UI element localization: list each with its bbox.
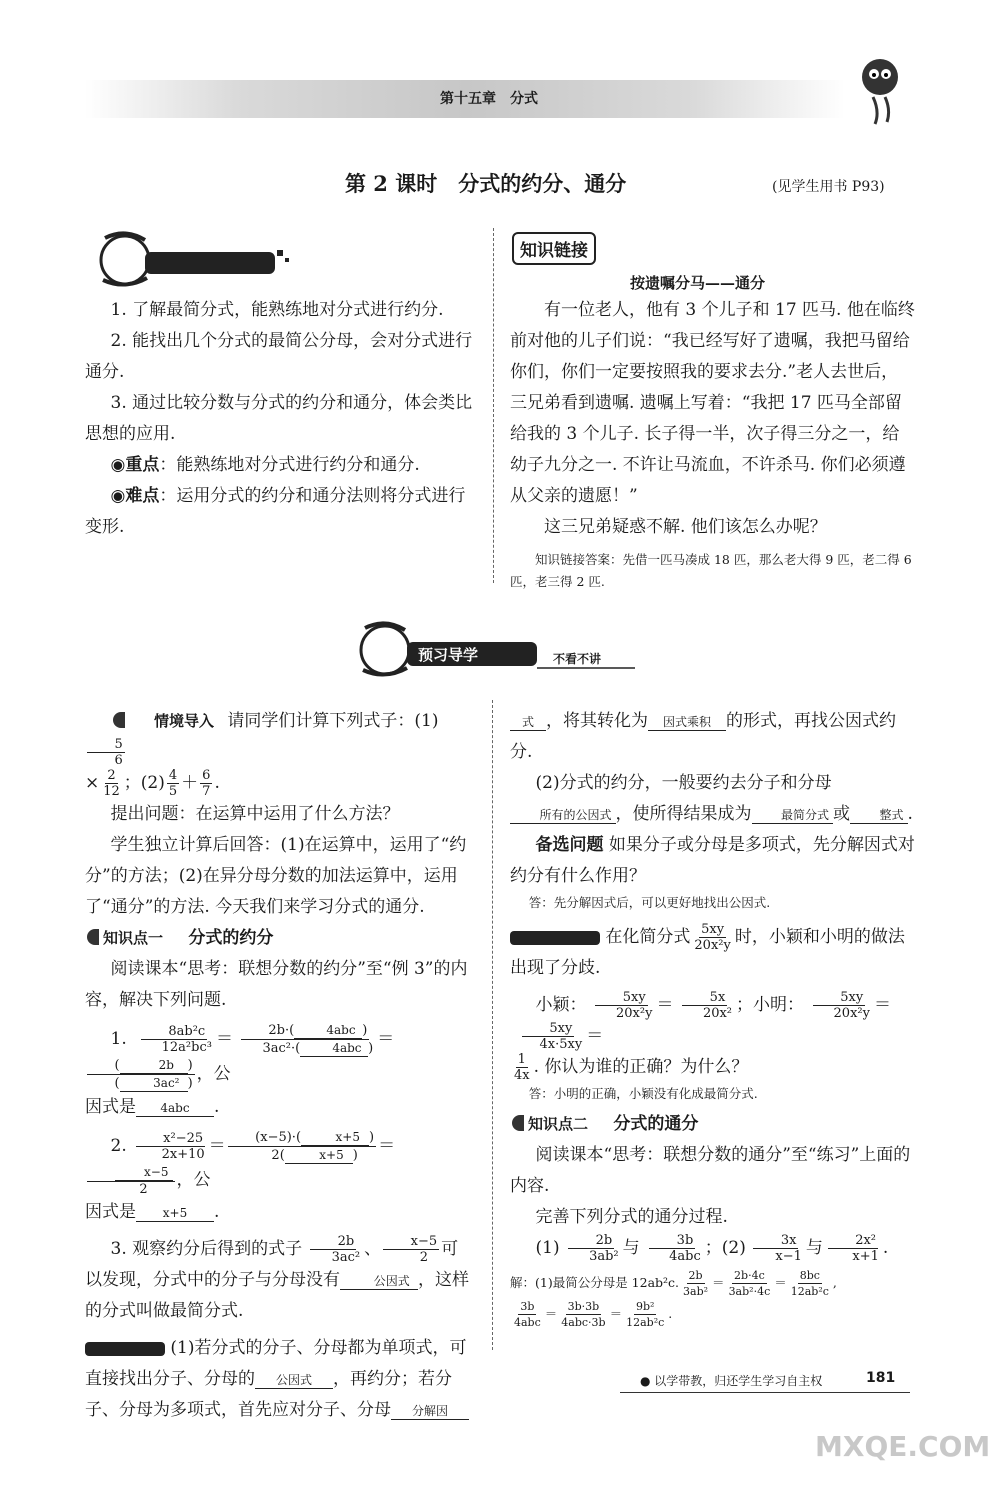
right-line2: (2)分式的约分，一般要约去分子和分母所有的公因式 ，使所得结果成为 最简分式 或 整式 . — [510, 768, 915, 830]
line1b: ，将其转化为 — [546, 711, 648, 731]
factor-blank: 式 — [510, 714, 546, 731]
answer-text: 学生独立计算后回答：(1)在运算中，运用了“约分”的方法；(2)在异分母分数的加法运算中，运用了“通分”的方法. 今天我们来学习分式的通分. — [85, 835, 467, 917]
self-test-banner — [510, 931, 600, 945]
slogan-text: 以学带教，归还学生学习自主权 — [654, 1374, 823, 1388]
kp2-tag: 知识点二 — [510, 1109, 596, 1140]
item3b-text: 可以发现，分式中的分子与分母没有 — [85, 1239, 459, 1290]
test-text1: 在化简分式 — [605, 927, 691, 947]
summary-text2: ，再约分；若分子、分母为多项式，首先应对分子、分母 — [85, 1369, 452, 1420]
methods-end: $\frac{1}{4x}$ . 你认为谁的正确？为什么？ — [514, 1052, 749, 1083]
objective-item: 1. 了解最简分式，能熟练地对分式进行约分. — [110, 300, 444, 320]
methods: 小颖： $\frac{5xy}{\text{20x²y}}$ ＝ $\frac{5x}{\text{20x²}}$ ；小明： $\frac{5xy}{\text{20x²y}}$ ＝ $\frac{5xy}{4x\cdot 5xy}$ ＝ — [510, 990, 915, 1052]
objectives-list — [85, 295, 480, 543]
kp1-heading — [85, 923, 475, 954]
difficult-label: ◉难点 — [110, 486, 160, 506]
common-label: 因式是 — [85, 1202, 136, 1222]
story-title: 按遗嘱分马——通分 — [630, 274, 766, 292]
poly-blank: 整式 — [850, 807, 908, 824]
preview-sub: 不看不讲 — [553, 652, 602, 666]
knowledge-link-label: 知识链接 — [512, 232, 596, 265]
intro-tag: 情境导入 — [111, 706, 223, 737]
column-divider — [492, 700, 493, 1350]
objectives-banner-icon — [85, 228, 295, 288]
intro-formula: × $\frac{2}{12}$ ；(2) $\frac{4}{5}$ ＋ $\frac{6}{7}$ . — [85, 768, 220, 799]
left-column — [85, 706, 475, 1426]
intro-line — [85, 706, 475, 768]
story-paragraph: 有一位老人，他有 3 个儿子和 17 匹马. 他在临终前对他的儿子们说：“我已经写好了遗嘱，我把马留给你们，你们一定要按照我的要求去分.”老人去世后，三兄弟看到遗嘱. 遗嘱上写着：“我把 17 匹马全部留给我的 3 个儿子. 长子得一半，次子得三分之一，给幼子九分之一. 不许让马流血，不许杀马. 你们必须遵从父亲的遗愿！” — [510, 300, 915, 506]
key-label: ◉重点 — [110, 455, 160, 475]
right-column — [510, 706, 915, 1330]
alt-answer: 答：先分解因式后，可以更好地找出公因式. — [528, 895, 771, 910]
fraction: $\frac{5}{6}$ — [87, 737, 125, 768]
item-1: 1. $\frac{\text{8ab²c}}{\text{12a²bc³}}$ ＝ $\frac{\text{2b·( 4abc )}}{\text{3ac²·( 4abc )}}$ ＝ $\frac{( 2b )}{\text{( 3ac² )}}$ ，公 — [85, 1022, 475, 1092]
solution-2: $\frac{3b}{\text{4abc}}$ ＝ $\frac{3b\cdot 3b}{\text{4abc·3b}}$ ＝ $\frac{\text{9b²}}{\text{12ab²c}}$ . — [514, 1300, 673, 1329]
question: 你认为谁的正确？为什么？ — [544, 1057, 749, 1077]
item3c-text: ，这样的分式叫做最简分式. — [85, 1270, 469, 1321]
line2b: ，使所得结果成为 — [615, 804, 752, 824]
alt-question — [510, 830, 915, 892]
question-text: 提出问题：在运算中运用了什么方法？ — [110, 804, 400, 824]
line2: (2)分式的约分，一般要约去分子和分母 — [535, 773, 832, 793]
product-blank: 因式乘积 — [648, 714, 726, 731]
common-blank: 4abc — [136, 1100, 214, 1117]
line1c: 的形式，再找公因式约分. — [510, 711, 896, 762]
solution: 解：(1)最简公分母是 12ab²c. $\frac{2b}{\text{3ab²}}$ ＝ $\frac{2b\cdot 4c}{\text{3ab²·4c}}$ ＝ $\frac{8bc}{\text{12ab²c}}$ , — [510, 1269, 837, 1298]
xiaoming: 小明： — [753, 995, 805, 1015]
story-answer: 知识链接答案：先借一匹马凑成 18 匹，那么老大得 9 匹，老二得 6 匹，老三得 2 匹. — [510, 552, 912, 589]
right-line1 — [510, 706, 915, 768]
kp2-title: 分式的通分 — [613, 1114, 699, 1134]
all-blank: 所有的公因式 — [510, 807, 616, 824]
common-blank: x+5 — [136, 1205, 214, 1222]
alt-text: 如果分子或分母是多项式，先分解因式对约分有什么作用？ — [510, 835, 915, 886]
xiaoying: 小颖： — [535, 995, 587, 1015]
item-2: 2. $\frac{\text{x²−25}}{2x+10}$ ＝ $\frac{(x-5)\cdot( x+5 )}{2( x+5 )}$ ＝ $\frac{x-5}{2}$ ，公 — [85, 1129, 475, 1197]
footer-slogan: ● 以学带教，归还学生学习自主权 — [640, 1374, 823, 1388]
factor-blank: 分解因 — [391, 1403, 469, 1420]
item3-text: 3. 观察约分后得到的式子 — [110, 1239, 303, 1259]
objective-item: 3. 通过比较分数与分式的约分和通分，体会类比思想的应用. — [85, 393, 473, 444]
page-number: 181 — [866, 1370, 896, 1386]
solution-text: 解：(1)最简公分母是 12ab²c. — [510, 1275, 680, 1290]
common-factor-2: 因式是 x+5 . — [85, 1202, 220, 1222]
kp2-task: 完善下列分式的通分过程. — [535, 1207, 728, 1227]
preview-banner-icon — [345, 618, 645, 678]
common-blank: 公因式 — [340, 1273, 418, 1290]
intro-text: 请同学们计算下列式子：(1) — [227, 711, 439, 731]
watermark: MXQE.COM — [815, 1430, 991, 1463]
footer-line — [620, 1392, 910, 1393]
preview-banner-label: 预习导学 — [418, 646, 479, 664]
column-divider — [493, 228, 494, 583]
alt-tag: 备选问题 — [535, 835, 604, 855]
simplest-blank: 最简分式 — [752, 807, 834, 824]
item-3: 3. 观察约分后得到的式子 $\frac{2b}{\text{3ac²}}$ 、 $\frac{x-5}{2}$ 可以发现，分式中的分子与分母没有 公因式 ，这样的分式叫做最简分式. — [85, 1234, 469, 1321]
key-text: ：能熟练地对分式进行约分和通分. — [159, 455, 420, 475]
question-answer: 答：小明的正确，小颖没有化成最简分式. — [528, 1086, 758, 1101]
lesson-title: 第 2 课时 分式的约分、通分 — [345, 171, 627, 196]
summary-banner — [85, 1342, 165, 1356]
kp1-tag: 知识点一 — [85, 923, 171, 954]
difficult-text: ：运用分式的约分和通分法则将分式进行变形. — [85, 486, 466, 537]
mascot-icon — [855, 52, 905, 112]
key-point — [85, 450, 480, 481]
objective-item: 2. 能找出几个分式的最简公分母，会对分式进行通分. — [85, 331, 473, 382]
summary-text1: (1)若分式的分子、分母都为单项式，可直接找出分子、分母的 — [85, 1338, 467, 1389]
kp2-read: 阅读课本“思考：联想分数的通分”至“练习”上面的内容. — [510, 1145, 911, 1196]
difficult-point — [85, 481, 480, 543]
story-body — [510, 295, 915, 593]
story-paragraph: 这三兄弟疑惑不解. 他们该怎么办呢？ — [544, 517, 827, 537]
common-factor-1: 因式是 4abc . — [85, 1097, 220, 1117]
common-blank: 公因式 — [255, 1372, 333, 1389]
or-text: 或 — [833, 804, 851, 824]
self-test: 在化简分式 $\frac{5xy}{\text{20x²y}}$ 时，小颖和小明的做法出现了分歧. — [510, 922, 905, 978]
kp2-heading — [510, 1109, 915, 1140]
chapter-title: 第十五章 分式 — [440, 91, 538, 107]
kp1-read: 阅读课本“思考：联想分数的约分”至“例 3”的内容，解决下列问题. — [85, 959, 468, 1010]
kp2-exercises: (1) $\frac{2b}{\text{3ab²}}$ 与 $\frac{3b}{\text{4abc}}$ ；(2) $\frac{3x}{x-1}$ 与 $\frac{\text{2x²}}{x+1}$ . — [535, 1233, 889, 1264]
summary — [85, 1333, 475, 1426]
kp1-title: 分式的约分 — [188, 928, 274, 948]
test-text2: 时，小颖和小明的做法出现了分歧. — [510, 927, 905, 978]
lesson-ref: (见学生用书 P93) — [772, 179, 885, 195]
common-label: 因式是 — [85, 1097, 136, 1117]
